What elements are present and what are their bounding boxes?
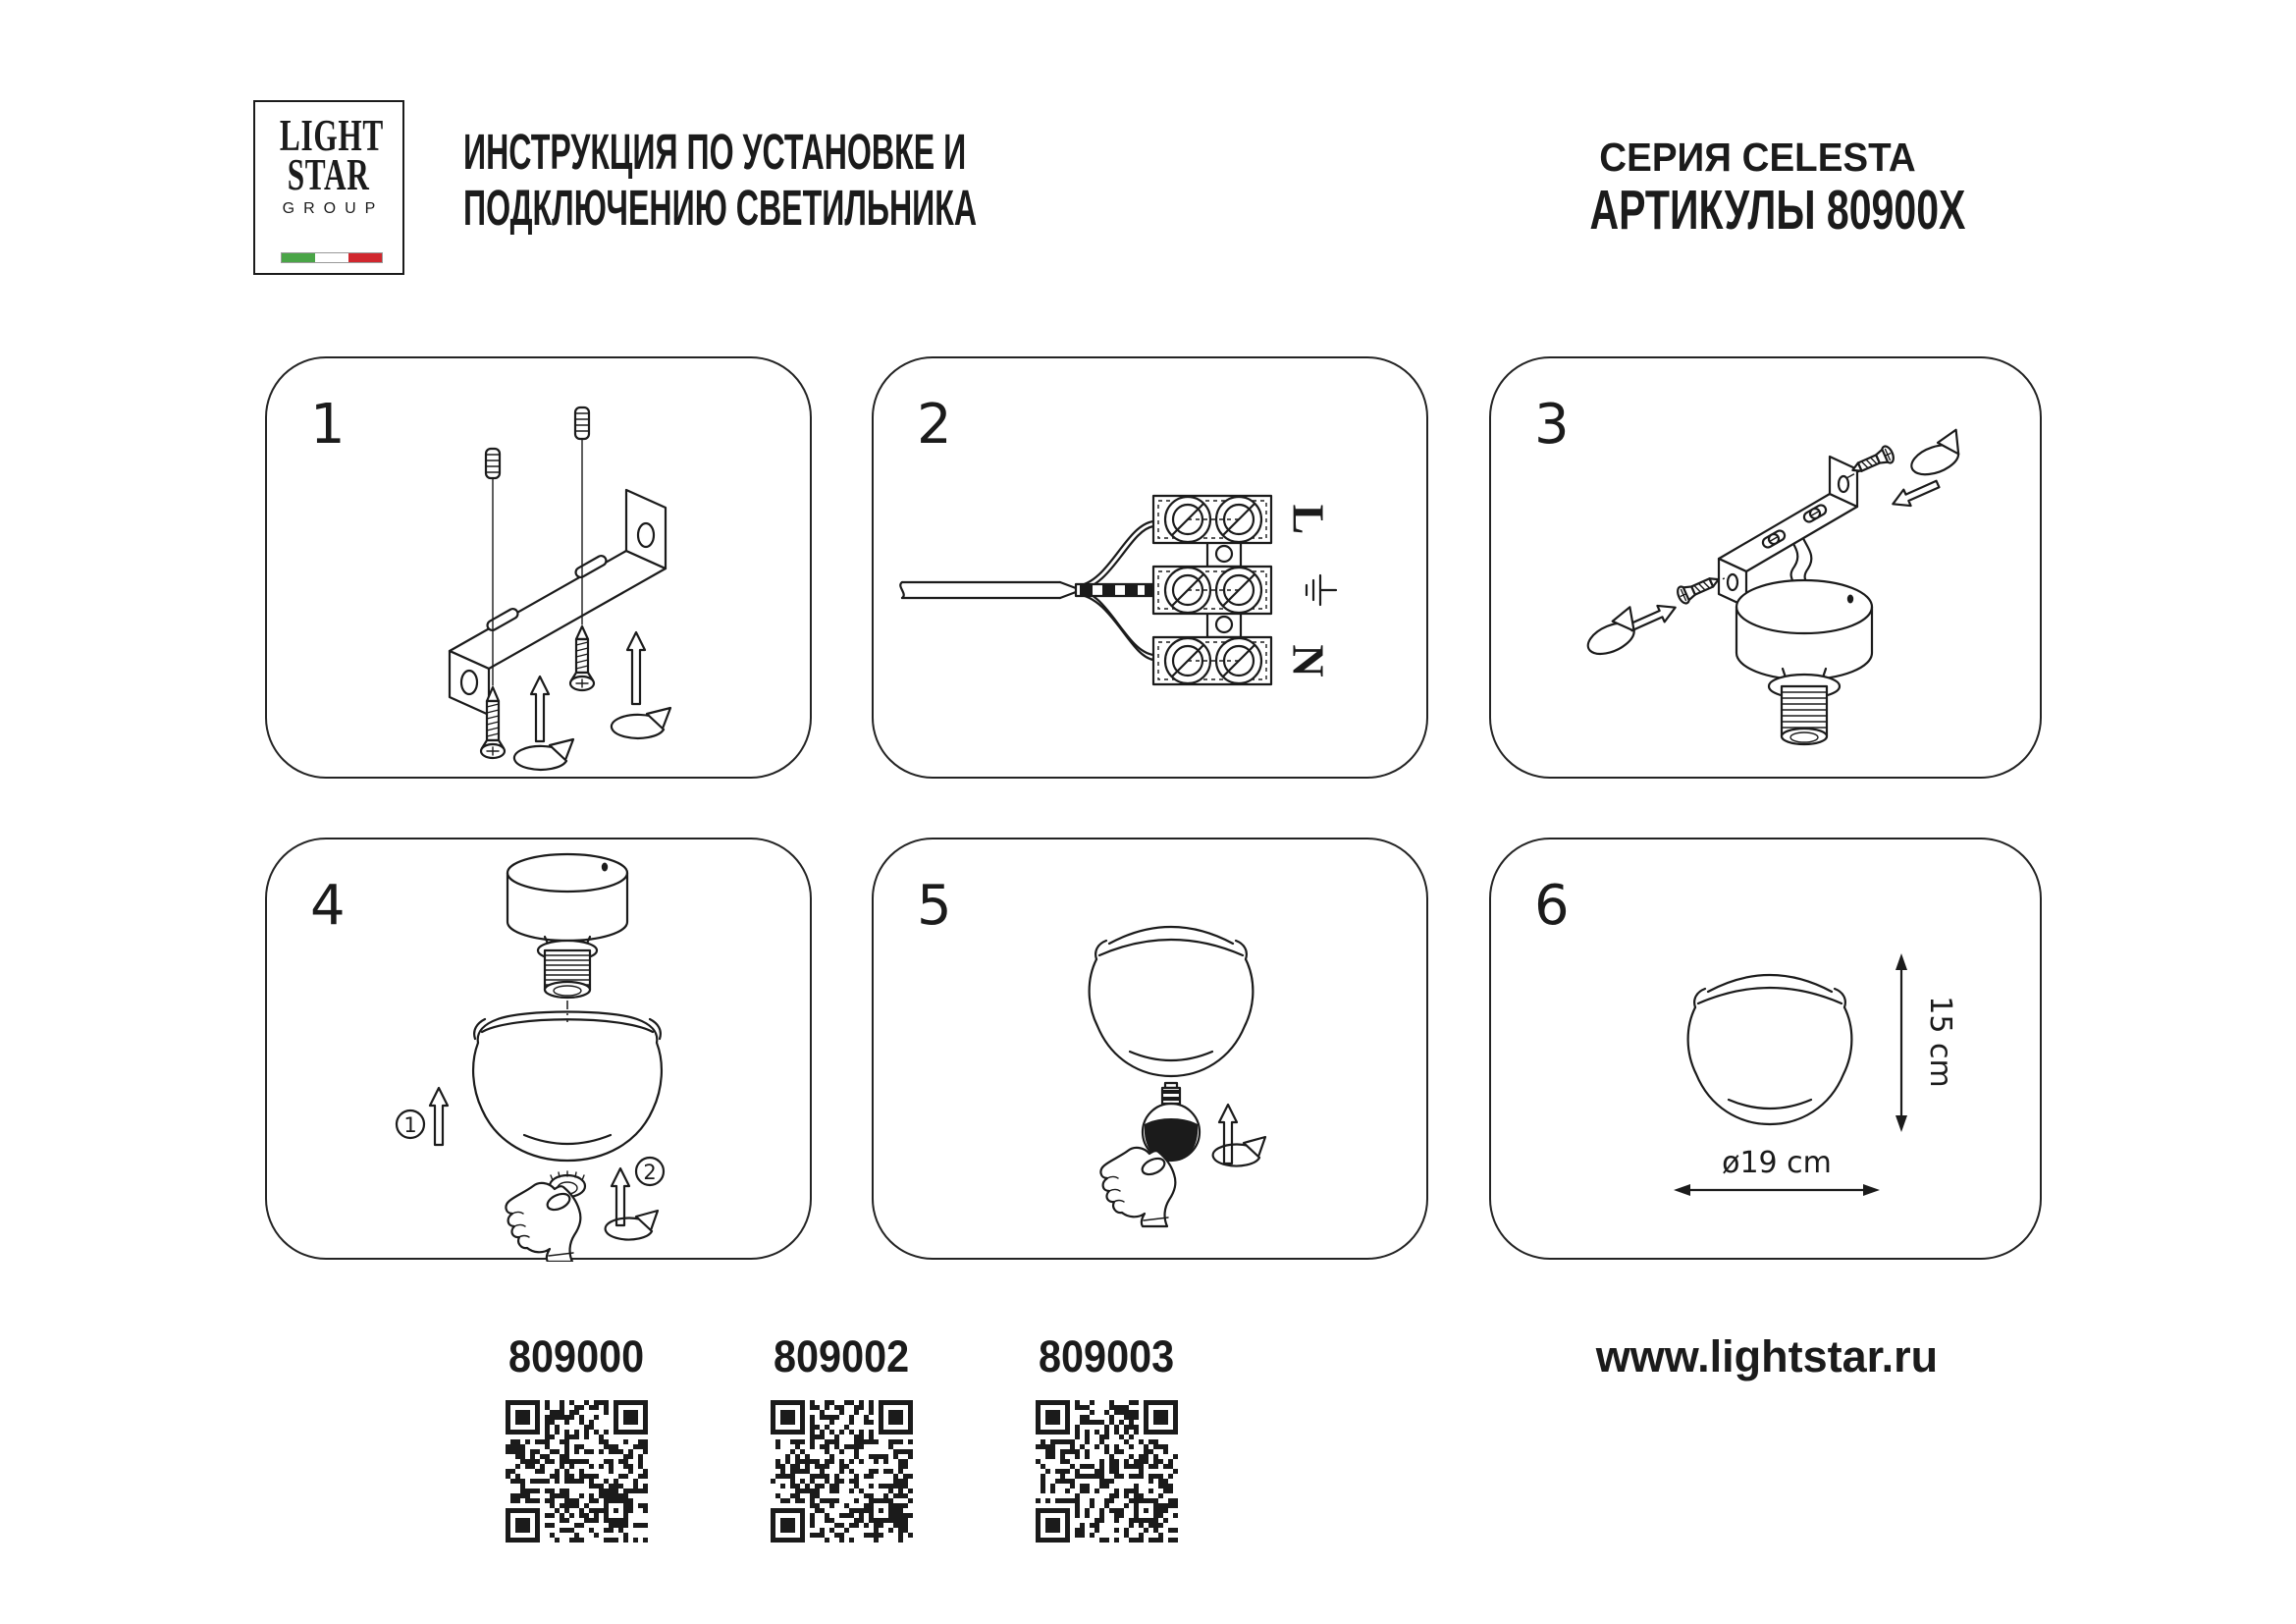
step3-illustration-attach-base	[1491, 358, 2044, 781]
ceiling-cup-and-socket	[1736, 580, 1872, 744]
step-panel-6	[1489, 838, 2042, 1260]
arrow-up-icon	[430, 1088, 448, 1145]
screw-icon	[1676, 571, 1723, 605]
rotate-arrow-icon	[514, 739, 573, 770]
step6-illustration-dimensions	[1491, 839, 2044, 1262]
height-label: 15 cm	[1923, 996, 1957, 1088]
step1-illustration-mounting-bracket	[267, 358, 814, 781]
terminal-block	[1153, 496, 1271, 684]
assembled-lamp	[1688, 975, 1852, 1124]
hand-icon	[1100, 1148, 1175, 1226]
step2-illustration-wiring	[874, 358, 1430, 781]
title-line-2: ПОДКЛЮЧЕНИЮ СВЕТИЛЬНИКА	[463, 180, 978, 236]
step-number-6: 6	[1534, 874, 1570, 938]
arrow-icon	[1890, 476, 1942, 513]
logo-word-light: LIGHT	[279, 110, 384, 160]
ground-icon	[1307, 575, 1336, 605]
glass-shade	[473, 1012, 662, 1162]
diameter-dimension-arrow	[1674, 1184, 1880, 1196]
article-number-1: 809000	[507, 1331, 645, 1381]
step-panel-1	[265, 356, 812, 779]
screw-icon	[570, 626, 594, 690]
rotate-arrow-icon	[612, 708, 670, 738]
step-number-5: 5	[917, 874, 952, 938]
supply-cable	[900, 521, 1153, 660]
neutral-terminal-label: N	[1283, 644, 1334, 677]
series-block	[1517, 135, 1998, 242]
series-label: СЕРИЯ CELESTA	[1598, 135, 1916, 180]
wall-anchor-icon	[486, 407, 589, 478]
step-panel-2	[872, 356, 1428, 779]
step-panel-4	[265, 838, 812, 1260]
flag-red	[348, 253, 382, 262]
article-number-3: 809003	[1038, 1331, 1175, 1381]
rotate-arrow-icon	[1213, 1137, 1265, 1165]
logo-word-star: STAR	[288, 149, 370, 199]
step-number-3: 3	[1534, 393, 1570, 457]
step-panel-3	[1489, 356, 2042, 779]
qr-code	[1036, 1400, 1178, 1543]
logo-word-group: GROUP	[282, 200, 385, 217]
lightstar-logo	[253, 100, 404, 275]
rotate-arrow-icon	[606, 1211, 658, 1239]
arrow-up-icon	[612, 1168, 629, 1225]
callout-number-2: 2	[643, 1161, 657, 1184]
rotate-arrow-icon	[1580, 607, 1644, 660]
page-title	[463, 124, 1278, 236]
title-line-1: ИНСТРУКЦИЯ ПО УСТАНОВКЕ И	[463, 124, 967, 180]
height-dimension-arrow	[1896, 953, 1907, 1132]
step-number-4: 4	[310, 874, 346, 938]
article-number-2: 809002	[773, 1331, 910, 1381]
flag-white	[315, 253, 348, 262]
arrow-up-icon	[627, 632, 645, 704]
step5-illustration-install-bulb	[874, 839, 1430, 1262]
qr-code	[771, 1400, 913, 1543]
qr-code	[506, 1400, 648, 1543]
italian-flag-icon	[281, 252, 383, 263]
hand-icon	[506, 1183, 580, 1262]
line-terminal-label: L	[1283, 504, 1334, 535]
arrow-up-icon	[1219, 1105, 1237, 1164]
step-number-2: 2	[917, 393, 952, 457]
arrow-up-icon	[531, 677, 549, 741]
step-number-1: 1	[310, 393, 346, 457]
articles-title: АРТИКУЛЫ 80900X	[1589, 179, 1966, 242]
website-url: www.lightstar.ru	[1595, 1331, 1939, 1381]
assembled-lamp	[1090, 927, 1254, 1076]
light-bulb-icon	[1143, 1083, 1200, 1161]
ceiling-cup-and-socket	[507, 854, 627, 1022]
flag-green	[282, 253, 315, 262]
diameter-label: ø19 cm	[1722, 1146, 1832, 1180]
step-panel-5	[872, 838, 1428, 1260]
step4-illustration-attach-shade	[267, 839, 814, 1262]
rotate-arrow-icon	[1904, 430, 1967, 480]
callout-number-1: 1	[403, 1113, 417, 1137]
